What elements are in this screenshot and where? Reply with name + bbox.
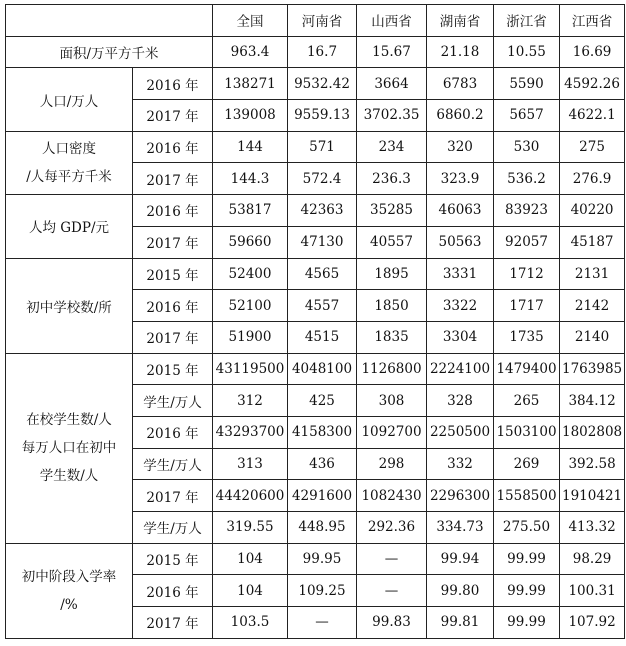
row-sub-label: 2017 年 <box>133 163 213 195</box>
data-cell: 9559.13 <box>288 100 357 132</box>
statistics-table <box>5 4 625 639</box>
data-cell: 59660 <box>213 226 288 258</box>
data-cell: 44420600 <box>213 480 288 512</box>
data-cell: 83923 <box>494 195 560 227</box>
column-header: 山西省 <box>357 5 427 37</box>
data-cell: 104 <box>213 543 288 575</box>
row-sub-label: 2017 年 <box>133 226 213 258</box>
data-cell: 16.7 <box>288 36 357 68</box>
data-cell: 1503100 <box>494 416 560 448</box>
table-row <box>6 195 625 227</box>
data-cell: 2131 <box>560 258 625 290</box>
data-cell: 530 <box>494 131 560 163</box>
data-cell: 1712 <box>494 258 560 290</box>
data-cell: 42363 <box>288 195 357 227</box>
data-cell: 312 <box>213 385 288 417</box>
row-sub-label: 2017 年 <box>133 321 213 353</box>
data-cell: 99.80 <box>427 575 494 607</box>
table-row <box>6 68 625 100</box>
data-cell: 275 <box>560 131 625 163</box>
data-cell: 107.92 <box>560 607 625 639</box>
data-cell: 103.5 <box>213 607 288 639</box>
data-cell: 319.55 <box>213 512 288 544</box>
data-cell: 15.67 <box>357 36 427 68</box>
data-cell: 98.29 <box>560 543 625 575</box>
data-cell: 1763985 <box>560 353 625 385</box>
data-cell: 5590 <box>494 68 560 100</box>
data-cell: 1735 <box>494 321 560 353</box>
data-cell: 99.94 <box>427 543 494 575</box>
row-sub-label: 学生/万人 <box>133 448 213 480</box>
row-group-label-line: 人均 GDP/元 <box>28 220 110 237</box>
data-cell: 1082430 <box>357 480 427 512</box>
row-sub-label: 2016 年 <box>133 195 213 227</box>
column-header: 河南省 <box>288 5 357 37</box>
data-cell: 4158300 <box>288 416 357 448</box>
data-cell: 99.99 <box>494 575 560 607</box>
data-cell: 332 <box>427 448 494 480</box>
column-header: 浙江省 <box>494 5 560 37</box>
row-sub-label: 2015 年 <box>133 258 213 290</box>
data-cell: 52100 <box>213 290 288 322</box>
row-group-label-line: 初中阶段入学率 <box>21 568 117 585</box>
row-group-label <box>6 131 133 194</box>
data-cell: 298 <box>357 448 427 480</box>
data-cell: 308 <box>357 385 427 417</box>
data-cell: 572.4 <box>288 163 357 195</box>
data-cell: 2142 <box>560 290 625 322</box>
data-cell: 1802808 <box>560 416 625 448</box>
row-sub-label: 2016 年 <box>133 131 213 163</box>
row-group-label <box>6 543 133 638</box>
row-sub-label: 2017 年 <box>133 480 213 512</box>
data-cell: 144.3 <box>213 163 288 195</box>
data-cell: 2140 <box>560 321 625 353</box>
data-cell: 265 <box>494 385 560 417</box>
table-row <box>6 36 625 68</box>
data-cell: 99.83 <box>357 607 427 639</box>
row-group-label-line: 学生数/人 <box>39 468 99 485</box>
data-cell: 1092700 <box>357 416 427 448</box>
data-cell: 99.95 <box>288 543 357 575</box>
data-cell: 99.81 <box>427 607 494 639</box>
data-cell: 1910421 <box>560 480 625 512</box>
row-group-label-line: 初中学校数/所 <box>26 299 112 316</box>
data-cell: 236.3 <box>357 163 427 195</box>
data-cell: 276.9 <box>560 163 625 195</box>
data-cell: 4592.26 <box>560 68 625 100</box>
row-group-label <box>6 36 213 68</box>
data-cell: 334.73 <box>427 512 494 544</box>
data-cell: 2224100 <box>427 353 494 385</box>
data-cell: 292.36 <box>357 512 427 544</box>
row-sub-label: 2016 年 <box>133 68 213 100</box>
header-row <box>6 5 625 37</box>
data-cell: — <box>357 575 427 607</box>
data-cell: 53817 <box>213 195 288 227</box>
data-cell: 2250500 <box>427 416 494 448</box>
data-cell: 963.4 <box>213 36 288 68</box>
data-cell: 320 <box>427 131 494 163</box>
data-cell: 51900 <box>213 321 288 353</box>
data-cell: 50563 <box>427 226 494 258</box>
data-cell: 6860.2 <box>427 100 494 132</box>
data-cell: 413.32 <box>560 512 625 544</box>
row-group-label <box>6 258 133 353</box>
data-cell: 100.31 <box>560 575 625 607</box>
column-header: 江西省 <box>560 5 625 37</box>
data-cell: — <box>357 543 427 575</box>
row-group-label-line: 在校学生数/人 <box>26 412 112 429</box>
column-header: 全国 <box>213 5 288 37</box>
data-cell: 536.2 <box>494 163 560 195</box>
row-group-label-line: 面积/万平方千米 <box>59 46 159 63</box>
table-row <box>6 131 625 163</box>
data-cell: 109.25 <box>288 575 357 607</box>
data-cell: 46063 <box>427 195 494 227</box>
table-row <box>6 543 625 575</box>
data-cell: 4622.1 <box>560 100 625 132</box>
data-cell: 52400 <box>213 258 288 290</box>
row-sub-label: 2016 年 <box>133 416 213 448</box>
data-cell: 6783 <box>427 68 494 100</box>
data-cell: 1835 <box>357 321 427 353</box>
data-cell: 234 <box>357 131 427 163</box>
data-cell: 40220 <box>560 195 625 227</box>
row-group-label <box>6 68 133 131</box>
table-body <box>6 5 625 639</box>
data-cell: 144 <box>213 131 288 163</box>
row-group-label <box>6 195 133 258</box>
data-cell: 425 <box>288 385 357 417</box>
row-group-label-line: /% <box>60 596 78 613</box>
data-cell: 10.55 <box>494 36 560 68</box>
row-group-label-line: /人每平方千米 <box>26 168 112 185</box>
data-cell: 43119500 <box>213 353 288 385</box>
row-sub-label: 2016 年 <box>133 575 213 607</box>
data-cell: 92057 <box>494 226 560 258</box>
data-cell: 328 <box>427 385 494 417</box>
data-cell: 1479400 <box>494 353 560 385</box>
column-header: 湖南省 <box>427 5 494 37</box>
data-cell: 138271 <box>213 68 288 100</box>
data-cell: 35285 <box>357 195 427 227</box>
data-cell: 323.9 <box>427 163 494 195</box>
data-cell: 40557 <box>357 226 427 258</box>
data-cell: 4557 <box>288 290 357 322</box>
table-row <box>6 258 625 290</box>
data-cell: 1126800 <box>357 353 427 385</box>
data-cell: 1717 <box>494 290 560 322</box>
row-sub-label: 2017 年 <box>133 607 213 639</box>
data-cell: 1558500 <box>494 480 560 512</box>
row-sub-label: 学生/万人 <box>133 385 213 417</box>
data-cell: 4515 <box>288 321 357 353</box>
data-cell: 3331 <box>427 258 494 290</box>
data-cell: 448.95 <box>288 512 357 544</box>
data-cell: 3304 <box>427 321 494 353</box>
data-cell: 3702.35 <box>357 100 427 132</box>
data-cell: 47130 <box>288 226 357 258</box>
data-cell: 104 <box>213 575 288 607</box>
data-cell: — <box>288 607 357 639</box>
table-row <box>6 353 625 385</box>
row-group-label-line: 人口/万人 <box>39 93 99 110</box>
data-cell: 43293700 <box>213 416 288 448</box>
row-group-label <box>6 353 133 543</box>
row-sub-label: 2017 年 <box>133 100 213 132</box>
data-cell: 99.99 <box>494 607 560 639</box>
data-cell: 45187 <box>560 226 625 258</box>
data-cell: 436 <box>288 448 357 480</box>
data-cell: 2296300 <box>427 480 494 512</box>
row-group-label-line: 人口密度 <box>42 140 96 157</box>
data-cell: 3664 <box>357 68 427 100</box>
data-cell: 392.58 <box>560 448 625 480</box>
data-cell: 3322 <box>427 290 494 322</box>
data-cell: 275.50 <box>494 512 560 544</box>
data-cell: 269 <box>494 448 560 480</box>
corner-cell <box>6 5 213 37</box>
data-cell: 99.99 <box>494 543 560 575</box>
data-cell: 313 <box>213 448 288 480</box>
data-cell: 139008 <box>213 100 288 132</box>
data-cell: 9532.42 <box>288 68 357 100</box>
data-cell: 4565 <box>288 258 357 290</box>
row-sub-label: 学生/万人 <box>133 512 213 544</box>
data-cell: 1850 <box>357 290 427 322</box>
row-sub-label: 2016 年 <box>133 290 213 322</box>
row-sub-label: 2015 年 <box>133 543 213 575</box>
data-cell: 5657 <box>494 100 560 132</box>
row-sub-label: 2015 年 <box>133 353 213 385</box>
row-group-label-line: 每万人口在初中 <box>21 440 117 457</box>
data-cell: 4048100 <box>288 353 357 385</box>
data-cell: 16.69 <box>560 36 625 68</box>
data-cell: 571 <box>288 131 357 163</box>
data-cell: 1895 <box>357 258 427 290</box>
data-cell: 4291600 <box>288 480 357 512</box>
data-cell: 384.12 <box>560 385 625 417</box>
data-cell: 21.18 <box>427 36 494 68</box>
